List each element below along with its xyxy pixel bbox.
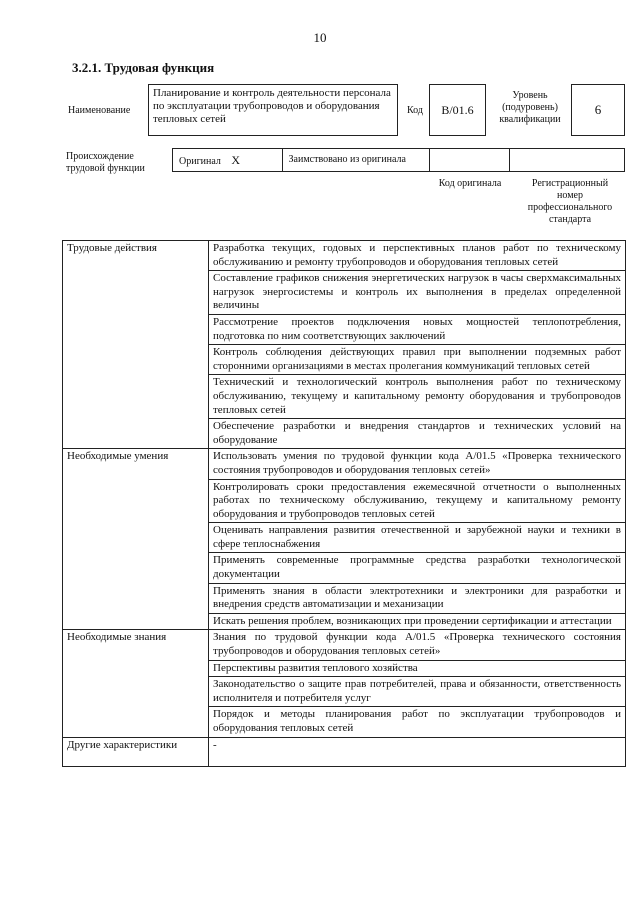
table-cell: Разработка текущих, годовых и перспективных планов работ по техническому обслуживанию и ремонту трубопроводов и оборудования тепловых сетей: [209, 241, 626, 271]
table-cell: Технический и технологический контроль выполнения работ по техническому обслуживанию, текущему и капитальному ремонту оборудования и трубопроводов тепловых сетей: [209, 375, 626, 419]
code-label: Код: [407, 105, 423, 116]
table-row: [63, 241, 626, 271]
table-cell: -: [209, 737, 626, 766]
table-cell: Применять современные программные средства разработки технологической документации: [209, 553, 626, 583]
level-label: Уровень (подуровень) квалификации: [499, 90, 561, 125]
section-title-cell: Необходимые умения: [63, 449, 209, 630]
section-title-cell: Другие характеристики: [63, 737, 209, 766]
table-cell: Искать решения проблем, возникающих при проведении сертификации и аттестации: [209, 613, 626, 630]
name-label: Наименование: [68, 105, 131, 116]
function-table: [62, 240, 626, 767]
table-cell: Контроль соблюдения действующих правил при выполнении подземных работ сторонними организациями в местах пролегания коммуникаций тепловых сетей: [209, 345, 626, 375]
section-title-cell: Необходимые знания: [63, 630, 209, 737]
code-caption: Код оригинала: [438, 178, 502, 189]
function-code-box: B/01.6: [429, 84, 486, 136]
qualification-level-box: 6: [571, 84, 625, 136]
section-title: 3.2.1. Трудовая функция: [72, 60, 215, 75]
table-cell: Контролировать сроки предоставления ежемесячной отчетности о выполненных работах по техническому обслуживанию, текущему и капитальному ремонту оборудования и трубопроводов тепловых сетей: [209, 479, 626, 523]
origin-row: [172, 148, 625, 172]
table-cell: Знания по трудовой функции кода А/01.5 «Проверка технического состояния трубопроводов и оборудования тепловых сетей»: [209, 630, 626, 660]
original-code-cell: [430, 149, 510, 171]
table-cell: Законодательство о защите прав потребителей, права и обязанности, ответственность исполнителя и потребителя услуг: [209, 677, 626, 707]
original-mark: X: [231, 153, 241, 167]
table-cell: Рассмотрение проектов подключения новых мощностей теплопотребления, подготовка по ним соответствующих заключений: [209, 314, 626, 344]
function-name-box: Планирование и контроль деятельности персонала по эксплуатации трубопроводов и оборудования тепловых сетей: [148, 84, 398, 136]
original-label: Оригинал: [179, 156, 221, 167]
table-row: [63, 449, 626, 479]
table-cell: Перспективы развития теплового хозяйства: [209, 660, 626, 677]
reg-caption: Регистрационный номер профессионального стандарта: [527, 178, 613, 225]
table-cell: Использовать умения по трудовой функции кода А/01.5 «Проверка технического состояния трубопроводов и оборудования тепловых сетей»: [209, 449, 626, 479]
table-row: [63, 737, 626, 766]
page-number: 10: [313, 30, 327, 45]
borrowed-label: Заимствовано из оригинала: [283, 149, 430, 171]
section-title-cell: Трудовые действия: [63, 241, 209, 449]
origin-label: Происхождение трудовой функции: [66, 151, 145, 174]
table-cell: Оценивать направления развития отечественной и зарубежной науки и техники в сфере теплоснабжения: [209, 523, 626, 553]
reg-number-cell: [510, 149, 624, 171]
origin-original-cell: [173, 149, 283, 171]
table-cell: Составление графиков снижения энергетических нагрузок в часы сверхмаксимальных нагрузок энергосистемы и контроль их выполнения в пределах определенной величины: [209, 271, 626, 315]
table-cell: Обеспечение разработки и внедрения стандартов и технических условий на оборудование: [209, 419, 626, 449]
table-row: [63, 630, 626, 660]
table-cell: Применять знания в области электротехники и электроники для разработки и внедрения средств автоматизации и механизации: [209, 583, 626, 613]
table-cell: Порядок и методы планирования работ по эксплуатации трубопроводов и оборудования тепловых сетей: [209, 707, 626, 737]
